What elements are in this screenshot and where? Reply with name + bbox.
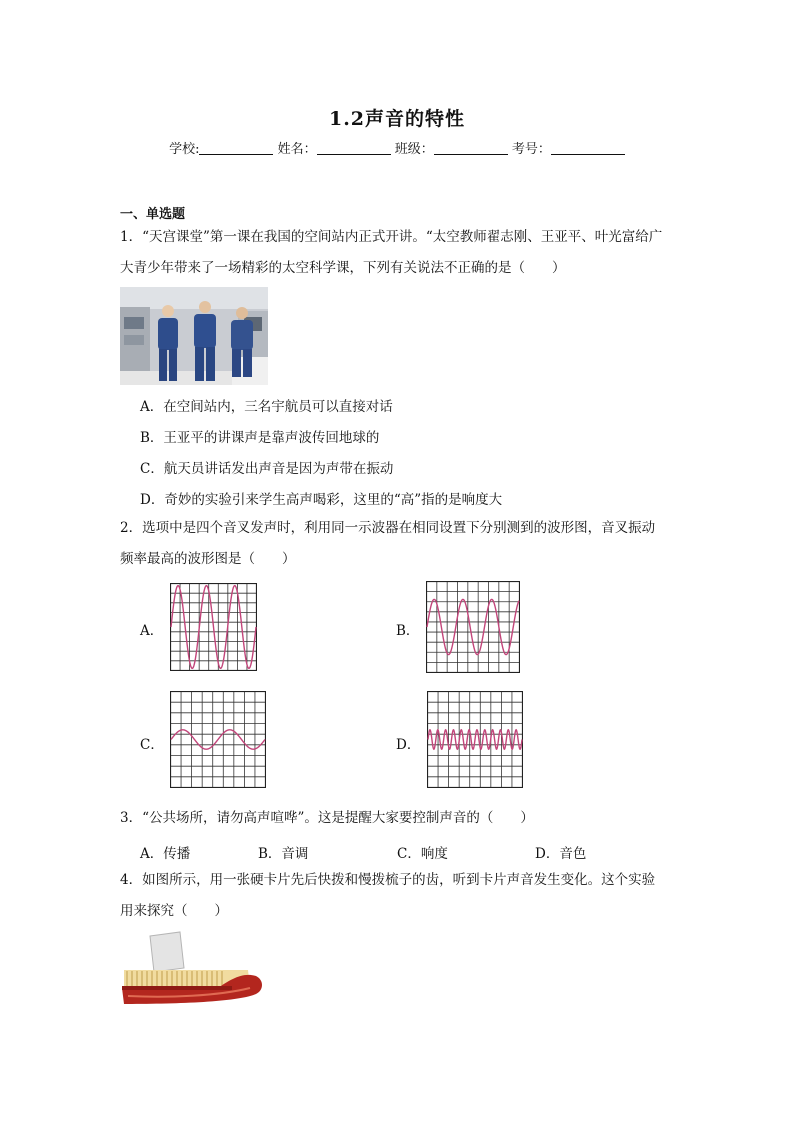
section-title: 一、单选题 — [120, 207, 186, 222]
question-3-option-a[interactable]: A．传播 — [140, 846, 191, 862]
question-2 — [120, 513, 680, 575]
waveform-c — [170, 691, 266, 788]
waveform-a — [170, 583, 257, 671]
question-3-line-1: 3．“公共场所，请勿高声喧哗”。这是提醒大家要控制声音的（ ） — [120, 810, 534, 826]
question-3-option-b[interactable]: B．音调 — [258, 846, 309, 862]
comb-and-card-image — [118, 930, 264, 1010]
number-blank[interactable] — [551, 141, 625, 155]
waveform-d — [427, 691, 523, 788]
waveform-line — [171, 730, 265, 749]
school-blank[interactable] — [199, 141, 273, 155]
question-2-line-1: 2．选项中是四个音叉发声时，利用同一示波器在相同设置下分别测到的波形图，音叉振动 — [120, 520, 656, 536]
question-1-line-2: 大青少年带来了一场精彩的太空科学课，下列有关说法不正确的是（ ） — [120, 260, 566, 276]
question-4-line-2: 用来探究（ ） — [120, 903, 228, 919]
waveform-line — [428, 730, 522, 749]
number-label: 考号： — [511, 142, 551, 157]
question-4 — [120, 865, 680, 927]
waveform-line — [427, 599, 519, 654]
question-3-option-d[interactable]: D．音色 — [535, 846, 587, 862]
question-3 — [120, 803, 680, 834]
student-info-line — [0, 138, 794, 157]
name-blank[interactable] — [317, 141, 391, 155]
question-1 — [120, 222, 680, 284]
question-2-line-2: 频率最高的波形图是（ ） — [120, 551, 296, 567]
page-title: 1.2声音的特性 — [328, 108, 466, 130]
question-1-option-b[interactable]: B．王亚平的讲课声是靠声波传回地球的 — [140, 430, 380, 446]
question-1-option-c[interactable]: C．航天员讲话发出声音是因为声带在振动 — [140, 461, 394, 477]
class-label: 班级： — [394, 142, 434, 157]
name-label: 姓名： — [277, 142, 317, 157]
astronauts-photo — [120, 287, 268, 385]
question-2-option-d[interactable]: D． — [396, 737, 421, 753]
question-4-line-1: 4．如图所示，用一张硬卡片先后快拨和慢拨梳子的齿，听到卡片声音发生变化。这个实验 — [120, 872, 656, 888]
question-1-option-a[interactable]: A．在空间站内，三名宇航员可以直接对话 — [140, 399, 393, 415]
school-label: 学校: — [169, 142, 200, 157]
question-2-option-b[interactable]: B． — [396, 623, 420, 639]
waveform-b — [426, 581, 520, 673]
question-2-option-a[interactable]: A． — [140, 623, 164, 639]
question-2-option-c[interactable]: C． — [140, 737, 164, 753]
waveform-line — [171, 586, 256, 669]
question-3-option-c[interactable]: C．响度 — [397, 846, 448, 862]
question-1-line-1: 1．“天宫课堂”第一课在我国的空间站内正式开讲。“太空教师翟志刚、王亚平、叶光富给广 — [120, 229, 663, 245]
question-1-option-d[interactable]: D．奇妙的实验引来学生高声喝彩，这里的“高”指的是响度大 — [140, 492, 503, 508]
class-blank[interactable] — [434, 141, 508, 155]
